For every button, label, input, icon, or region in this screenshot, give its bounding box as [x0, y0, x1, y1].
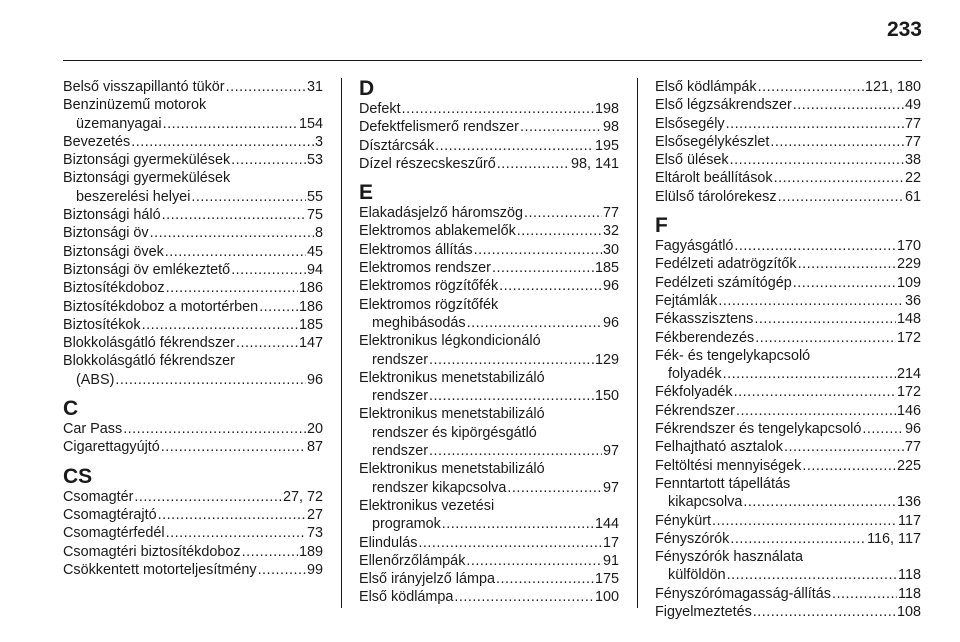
- entry-term: Fénykürt: [655, 512, 711, 529]
- entry-term: Fényszórók használata: [655, 549, 803, 566]
- dot-leader: [474, 241, 602, 259]
- index-entry: [63, 488, 323, 506]
- entry-term: Fékasszisztens: [655, 311, 754, 328]
- entry-page: 150: [594, 388, 619, 405]
- entry-term: Belső visszapillantó tükör: [63, 79, 225, 95]
- entry-page: 32: [602, 223, 619, 240]
- dot-leader: [236, 334, 298, 352]
- entry-page: 172: [896, 329, 921, 346]
- column-divider-2: [637, 78, 638, 608]
- index-entry: [655, 438, 921, 456]
- index-entry: [655, 310, 921, 328]
- index-entry: [63, 279, 323, 297]
- index-entry: [63, 133, 323, 151]
- index-entry: [655, 457, 921, 475]
- section-letter: D: [359, 77, 375, 100]
- dot-leader: [730, 530, 866, 548]
- entry-page: 77: [602, 205, 619, 222]
- dot-leader: [163, 115, 298, 133]
- dot-leader: [166, 279, 298, 297]
- entry-page: 121, 180: [864, 79, 921, 95]
- entry-page: 87: [306, 439, 323, 456]
- section-letter: E: [359, 181, 374, 205]
- entry-term: programok: [372, 516, 441, 533]
- dot-leader: [727, 566, 897, 584]
- entry-term: Első ködlámpa: [359, 589, 454, 606]
- dot-leader: [507, 479, 602, 497]
- dot-leader: [736, 402, 896, 420]
- entry-page: 186: [298, 280, 323, 297]
- entry-page: 96: [306, 371, 323, 388]
- index-entry: [655, 133, 921, 151]
- entry-page: 30: [602, 241, 619, 258]
- entry-term: Felhajtható asztalok: [655, 439, 783, 456]
- index-entry: [655, 603, 921, 621]
- dot-leader: [162, 206, 306, 224]
- entry-term: Elektromos állítás: [359, 241, 473, 258]
- entry-term: Car Pass: [63, 421, 123, 438]
- dot-leader: [442, 515, 594, 533]
- entry-term: Elindulás: [359, 534, 418, 551]
- entry-page: 175: [594, 571, 619, 588]
- entry-term: Fékberendezés: [655, 329, 755, 346]
- entry-term: kikapcsolva: [668, 494, 743, 511]
- entry-page: 118: [898, 567, 921, 584]
- index-entry: [359, 204, 619, 222]
- entry-term: rendszer és kipörgésgátló: [372, 424, 537, 441]
- dot-leader: [499, 277, 602, 295]
- entry-term: rendszer kikapcsolva: [372, 479, 507, 496]
- entry-page: 99: [306, 561, 323, 578]
- entry-term: meghibásodás: [372, 314, 466, 331]
- entry-term: Biztosítékdoboz: [63, 280, 165, 297]
- index-entry: [63, 243, 323, 261]
- section-letter: CS: [63, 464, 93, 488]
- entry-term: Blokkolásgátló fékrendszer: [63, 353, 235, 370]
- dot-leader: [743, 493, 896, 511]
- index-entry: [359, 552, 619, 570]
- entry-term: Elektronikus menetstabilizáló: [359, 461, 545, 478]
- index-entry: [63, 316, 323, 334]
- index-entry: [63, 438, 323, 456]
- entry-page: 117: [898, 512, 921, 529]
- dot-leader: [832, 585, 897, 603]
- index-heading-line: [655, 347, 921, 365]
- entry-term: Ellenőrzőlámpák: [359, 552, 466, 569]
- dot-leader: [774, 169, 904, 187]
- dot-leader: [123, 420, 306, 438]
- dot-leader: [158, 506, 306, 524]
- index-entry: [63, 371, 323, 389]
- dot-leader: [524, 204, 602, 222]
- entry-term: Csomagtér: [63, 488, 134, 505]
- entry-term: Biztosítékok: [63, 316, 141, 333]
- dot-leader: [166, 524, 306, 542]
- dot-leader: [517, 222, 602, 240]
- entry-term: Biztonsági öv emlékeztető: [63, 261, 231, 278]
- index-entry: [63, 334, 323, 352]
- dot-leader: [770, 133, 904, 151]
- index-entry: [655, 402, 921, 420]
- entry-page: 38: [904, 152, 921, 169]
- entry-page: 61: [904, 188, 921, 205]
- index-heading-line: [63, 352, 323, 370]
- dot-leader: [758, 78, 864, 96]
- index-column-3: [655, 78, 921, 621]
- entry-term: Első légzsákrendszer: [655, 97, 792, 114]
- section-letter: C: [63, 397, 79, 421]
- entry-term: Fényszórómagasság-állítás: [655, 585, 831, 602]
- entry-page: 100: [594, 589, 619, 606]
- entry-page: 146: [896, 402, 921, 419]
- entry-page: 36: [904, 292, 921, 309]
- index-heading-line: [655, 548, 921, 566]
- index-entry: [359, 534, 619, 552]
- entry-term: Elektronikus menetstabilizáló: [359, 406, 545, 423]
- index-entry: [359, 351, 619, 369]
- index-entry: [63, 543, 323, 561]
- entry-page: 185: [594, 260, 619, 277]
- entry-page: 118: [898, 585, 921, 602]
- entry-page: 214: [896, 366, 921, 383]
- dot-leader: [429, 442, 602, 460]
- entry-page: 195: [594, 137, 619, 154]
- entry-term: Eltárolt beállítások: [655, 170, 773, 187]
- entry-page: 97: [602, 443, 619, 460]
- index-heading-line: [63, 169, 323, 187]
- index-entry: [655, 292, 921, 310]
- entry-term: folyadék: [668, 366, 722, 383]
- dot-leader: [802, 457, 896, 475]
- index-entry: [655, 274, 921, 292]
- dot-leader: [784, 438, 904, 456]
- entry-term: Fedélzeti adatrögzítők: [655, 256, 797, 273]
- entry-page: 185: [298, 316, 323, 333]
- index-entry: [359, 137, 619, 155]
- entry-term: Elsősegély: [655, 115, 725, 132]
- entry-term: Biztonsági övek: [63, 243, 164, 260]
- index-entry: [655, 585, 921, 603]
- entry-page: 186: [298, 298, 323, 315]
- entry-term: Elektromos rögzítőfék: [359, 278, 499, 295]
- index-entry: [359, 100, 619, 118]
- dot-leader: [726, 115, 904, 133]
- dot-leader: [520, 118, 602, 136]
- entry-term: Dísztárcsák: [359, 137, 435, 154]
- entry-page: 77: [904, 133, 921, 150]
- dot-leader: [755, 329, 896, 347]
- dot-leader: [467, 314, 602, 332]
- dot-leader: [753, 603, 896, 621]
- index-entry: [63, 115, 323, 133]
- index-heading-line: [359, 424, 619, 442]
- entry-term: Biztonsági háló: [63, 207, 161, 224]
- entry-page: 98, 141: [570, 155, 619, 172]
- dot-leader: [862, 420, 904, 438]
- entry-page: 27, 72: [282, 488, 323, 505]
- entry-page: 3: [314, 133, 323, 150]
- index-entry: [359, 222, 619, 240]
- index-entry: [655, 237, 921, 255]
- index-entry: [655, 169, 921, 187]
- index-heading-line: [359, 405, 619, 423]
- entry-term: Figyelmeztetés: [655, 604, 752, 621]
- index-entry: [63, 420, 323, 438]
- index-entry: [655, 512, 921, 530]
- entry-page: 45: [306, 243, 323, 260]
- index-entry: [359, 277, 619, 295]
- entry-term: Csomagtéri biztosítékdoboz: [63, 543, 241, 560]
- index-entry: [655, 566, 921, 584]
- page-number: 233: [886, 18, 922, 41]
- index-entry: [655, 115, 921, 133]
- entry-page: 148: [896, 311, 921, 328]
- dot-leader: [161, 438, 306, 456]
- index-entry: [655, 530, 921, 548]
- dot-leader: [734, 383, 896, 401]
- index-entry: [63, 224, 323, 242]
- column-divider-1: [341, 78, 342, 608]
- dot-leader: [165, 243, 306, 261]
- entry-term: Biztonsági gyermekülések: [63, 152, 231, 169]
- entry-term: Biztonsági öv: [63, 225, 149, 242]
- index-entry: [359, 442, 619, 460]
- entry-page: 172: [896, 384, 921, 401]
- entry-term: rendszer: [372, 443, 428, 460]
- entry-page: 225: [896, 457, 921, 474]
- dot-leader: [798, 255, 896, 273]
- dot-leader: [131, 133, 314, 151]
- dot-leader: [492, 259, 594, 277]
- index-heading-line: [655, 475, 921, 493]
- entry-term: Fék- és tengelykapcsoló: [655, 347, 811, 364]
- entry-term: Fejtámlák: [655, 292, 718, 309]
- entry-term: Fékrendszer: [655, 402, 735, 419]
- entry-page: 20: [306, 421, 323, 438]
- entry-term: Csomagtérfedél: [63, 525, 165, 542]
- entry-page: 147: [298, 335, 323, 352]
- index-entry: [359, 314, 619, 332]
- entry-term: rendszer: [372, 388, 428, 405]
- entry-term: Fékrendszer és tengelykapcsoló: [655, 421, 862, 438]
- dot-leader: [115, 371, 306, 389]
- dot-leader: [730, 151, 904, 169]
- entry-term: Cigarettagyújtó: [63, 439, 160, 456]
- index-entry: [655, 255, 921, 273]
- entry-term: Bevezetés: [63, 133, 131, 150]
- entry-page: 73: [306, 525, 323, 542]
- entry-term: Fenntartott tápellátás: [655, 475, 791, 492]
- entry-page: 91: [602, 552, 619, 569]
- index-entry: [63, 561, 323, 579]
- index-entry: [655, 383, 921, 401]
- entry-term: Defekt: [359, 101, 401, 117]
- index-entry: [63, 261, 323, 279]
- entry-term: rendszer: [372, 351, 428, 368]
- index-column-1: [63, 78, 323, 579]
- entry-term: Dízel részecskeszűrő: [359, 155, 496, 172]
- entry-term: Elektromos ablakemelők: [359, 223, 516, 240]
- entry-page: 22: [904, 170, 921, 187]
- index-entry: [655, 78, 921, 96]
- entry-page: 77: [904, 439, 921, 456]
- index-entry: [359, 570, 619, 588]
- entry-page: 108: [896, 604, 921, 621]
- dot-leader: [778, 188, 904, 206]
- entry-page: 109: [896, 274, 921, 291]
- index-entry: [359, 155, 619, 173]
- index-column-2: [359, 78, 619, 607]
- entry-term: Fagyásgátló: [655, 238, 734, 255]
- entry-term: (ABS): [76, 371, 115, 388]
- entry-term: Elektromos rendszer: [359, 260, 491, 277]
- entry-page: 53: [306, 152, 323, 169]
- dot-leader: [723, 365, 896, 383]
- entry-term: Elektromos rögzítőfék: [359, 296, 499, 313]
- entry-term: Elektronikus légkondicionáló: [359, 333, 541, 350]
- dot-leader: [454, 588, 594, 606]
- entry-page: 94: [306, 261, 323, 278]
- entry-page: 96: [602, 314, 619, 331]
- entry-term: Fényszórók: [655, 530, 730, 547]
- dot-leader: [142, 316, 298, 334]
- index-entry: [63, 298, 323, 316]
- index-entry: [63, 151, 323, 169]
- index-entry: [655, 365, 921, 383]
- dot-leader: [429, 351, 594, 369]
- dot-leader: [712, 512, 897, 530]
- index-heading-line: [359, 296, 619, 314]
- dot-leader: [231, 151, 306, 169]
- index-heading-line: [359, 332, 619, 350]
- entry-term: Elsősegélykészlet: [655, 133, 770, 150]
- index-entry: [359, 241, 619, 259]
- entry-term: Fedélzeti számítógép: [655, 274, 792, 291]
- index-heading-line: [359, 369, 619, 387]
- entry-page: 198: [594, 101, 619, 117]
- entry-term: Biztosítékdoboz a motortérben: [63, 298, 259, 315]
- index-entry: [359, 259, 619, 277]
- entry-term: Feltöltési mennyiségek: [655, 457, 802, 474]
- index-entry: [655, 188, 921, 206]
- index-entry: [63, 188, 323, 206]
- entry-term: Első irányjelző lámpa: [359, 571, 495, 588]
- entry-page: 17: [602, 534, 619, 551]
- index-entry: [359, 387, 619, 405]
- entry-page: 98: [602, 119, 619, 136]
- entry-page: 144: [594, 516, 619, 533]
- dot-leader: [258, 561, 306, 579]
- entry-term: Elakadásjelző háromszög: [359, 205, 523, 222]
- entry-term: Fékfolyadék: [655, 384, 733, 401]
- entry-page: 189: [298, 543, 323, 560]
- dot-leader: [242, 543, 298, 561]
- dot-leader: [734, 237, 896, 255]
- entry-page: 31: [306, 79, 323, 95]
- dot-leader: [418, 534, 602, 552]
- section-letter: F: [655, 214, 668, 238]
- index-entry: [655, 420, 921, 438]
- dot-leader: [134, 488, 282, 506]
- entry-page: 136: [896, 494, 921, 511]
- index-entry: [655, 493, 921, 511]
- index-heading-line: [359, 497, 619, 515]
- entry-term: Biztonsági gyermekülések: [63, 170, 231, 187]
- index-entry: [63, 506, 323, 524]
- dot-leader: [429, 387, 594, 405]
- entry-term: Első ülések: [655, 152, 729, 169]
- entry-term: Csökkentett motorteljesítmény: [63, 561, 257, 578]
- dot-leader: [496, 570, 594, 588]
- dot-leader: [191, 188, 306, 206]
- dot-leader: [754, 310, 896, 328]
- entry-term: Defektfelismerő rendszer: [359, 119, 519, 136]
- index-entry: [63, 206, 323, 224]
- entry-term: beszerelési helyei: [76, 188, 191, 205]
- entry-term: Elülső tárolórekesz: [655, 188, 777, 205]
- entry-page: 129: [594, 351, 619, 368]
- dot-leader: [497, 155, 570, 173]
- entry-term: Elektronikus menetstabilizáló: [359, 369, 545, 386]
- index-heading-line: [359, 460, 619, 478]
- dot-leader: [231, 261, 306, 279]
- index-entry: [359, 479, 619, 497]
- entry-page: 97: [602, 479, 619, 496]
- entry-term: Benzinüzemű motorok: [63, 97, 207, 114]
- entry-page: 27: [306, 506, 323, 523]
- entry-page: 96: [904, 421, 921, 438]
- entry-page: 229: [896, 256, 921, 273]
- dot-leader: [466, 552, 602, 570]
- dot-leader: [793, 274, 896, 292]
- dot-leader: [793, 96, 904, 114]
- index-entry: [359, 515, 619, 533]
- dot-leader: [150, 224, 314, 242]
- entry-page: 116, 117: [867, 530, 921, 547]
- entry-page: 170: [896, 238, 921, 255]
- entry-page: 8: [314, 225, 323, 242]
- index-entry: [359, 118, 619, 136]
- index-entry: [655, 96, 921, 114]
- dot-leader: [435, 137, 594, 155]
- index-entry: [63, 78, 323, 96]
- entry-term: Elektronikus vezetési: [359, 497, 495, 514]
- dot-leader: [226, 78, 306, 96]
- entry-page: 49: [904, 97, 921, 114]
- header-rule: [63, 60, 922, 61]
- entry-page: 77: [904, 115, 921, 132]
- entry-page: 154: [298, 115, 323, 132]
- index-entry: [63, 524, 323, 542]
- entry-page: 55: [306, 188, 323, 205]
- entry-term: Csomagtérajtó: [63, 506, 157, 523]
- dot-leader: [718, 292, 904, 310]
- entry-term: Blokkolásgátló fékrendszer: [63, 335, 235, 352]
- entry-term: Első ködlámpák: [655, 79, 757, 95]
- dot-leader: [402, 100, 594, 118]
- entry-term: külföldön: [668, 567, 726, 584]
- index-entry: [359, 588, 619, 606]
- index-entry: [655, 329, 921, 347]
- index-heading-line: [63, 96, 323, 114]
- entry-page: 96: [602, 278, 619, 295]
- dot-leader: [259, 298, 298, 316]
- index-entry: [655, 151, 921, 169]
- entry-page: 75: [306, 207, 323, 224]
- entry-term: üzemanyagai: [76, 115, 162, 132]
